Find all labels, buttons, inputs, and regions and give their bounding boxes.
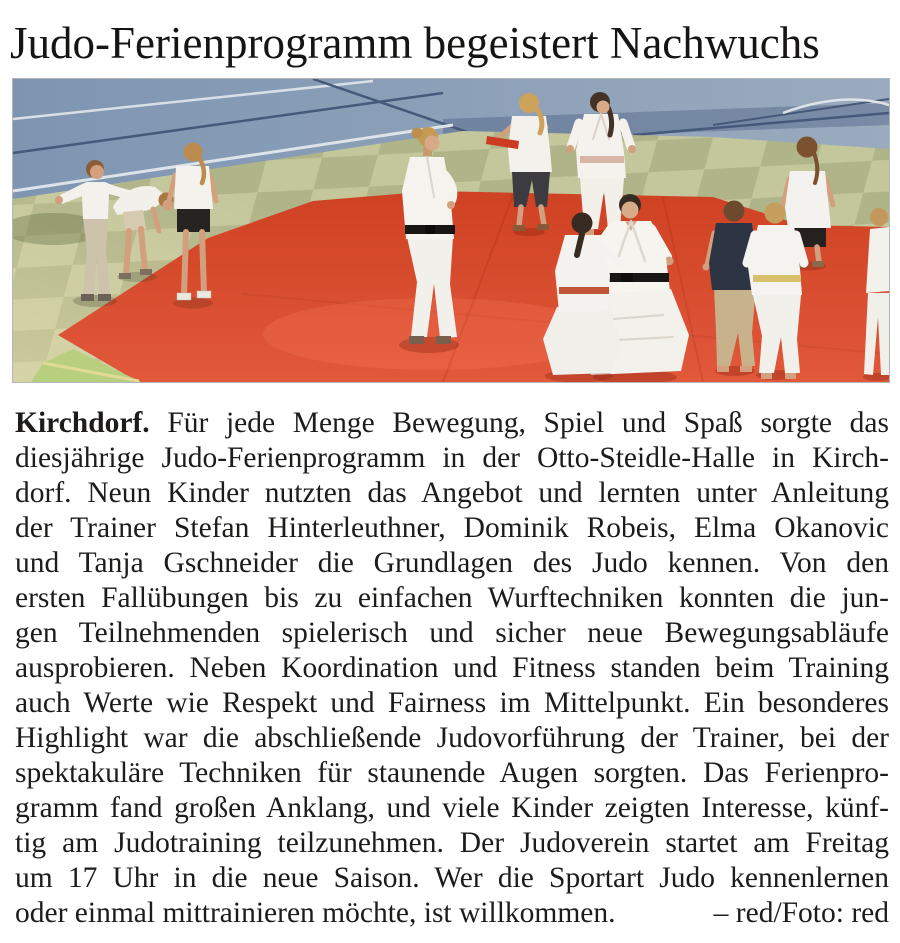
- article-body: [15, 406, 889, 931]
- article-line: diesjährige Judo-Ferienprogramm in der Otto-Steidle-Halle in Kirch-: [15, 442, 889, 474]
- headline: Judo-Ferienprogramm begeistert Nachwuchs: [10, 18, 820, 68]
- article-line: tig am Judotraining teilzunehmen. Der Judoverein startet am Freitag: [15, 827, 889, 859]
- article-line: um 17 Uhr in die neue Saison. Wer die Sportart Judo kennenlernen: [15, 862, 889, 894]
- article-line: Kirchdorf. Für jede Menge Bewegung, Spiel und Spaß sorgte das: [15, 407, 889, 439]
- photo-credit: – red/Foto: red: [713, 897, 889, 929]
- article-line: auch Werte wie Respekt und Fairness im Mittelpunkt. Ein besonderes: [15, 687, 889, 719]
- article-line: oder einmal mittrainieren möchte, ist willkommen. – red/Foto: red: [15, 897, 889, 929]
- article-line: der Trainer Stefan Hinterleuthner, Dominik Robeis, Elma Okanovic: [15, 512, 889, 544]
- article-line: und Tanja Gschneider die Grundlagen des Judo kennen. Von den: [15, 547, 889, 579]
- judo-training-photo-illustration: [13, 79, 889, 382]
- article-line: spektakuläre Techniken für staunende Augen sorgten. Das Ferienpro-: [15, 757, 889, 789]
- article-line: dorf. Neun Kinder nutzten das Angebot und lernten unter Anleitung: [15, 477, 889, 509]
- article-line: ausprobieren. Neben Koordination und Fitness standen beim Training: [15, 652, 889, 684]
- article-line: Highlight war die abschließende Judovorführung der Trainer, bei der: [15, 722, 889, 754]
- article-photo: [12, 78, 890, 383]
- article-line: gen Teilnehmenden spielerisch und sicher neue Bewegungsabläufe: [15, 617, 889, 649]
- article-line: gramm fand großen Anklang, und viele Kinder zeigten Interesse, künf-: [15, 792, 889, 824]
- article-line: ersten Fallübungen bis zu einfachen Wurftechniken konnten die jun-: [15, 582, 889, 614]
